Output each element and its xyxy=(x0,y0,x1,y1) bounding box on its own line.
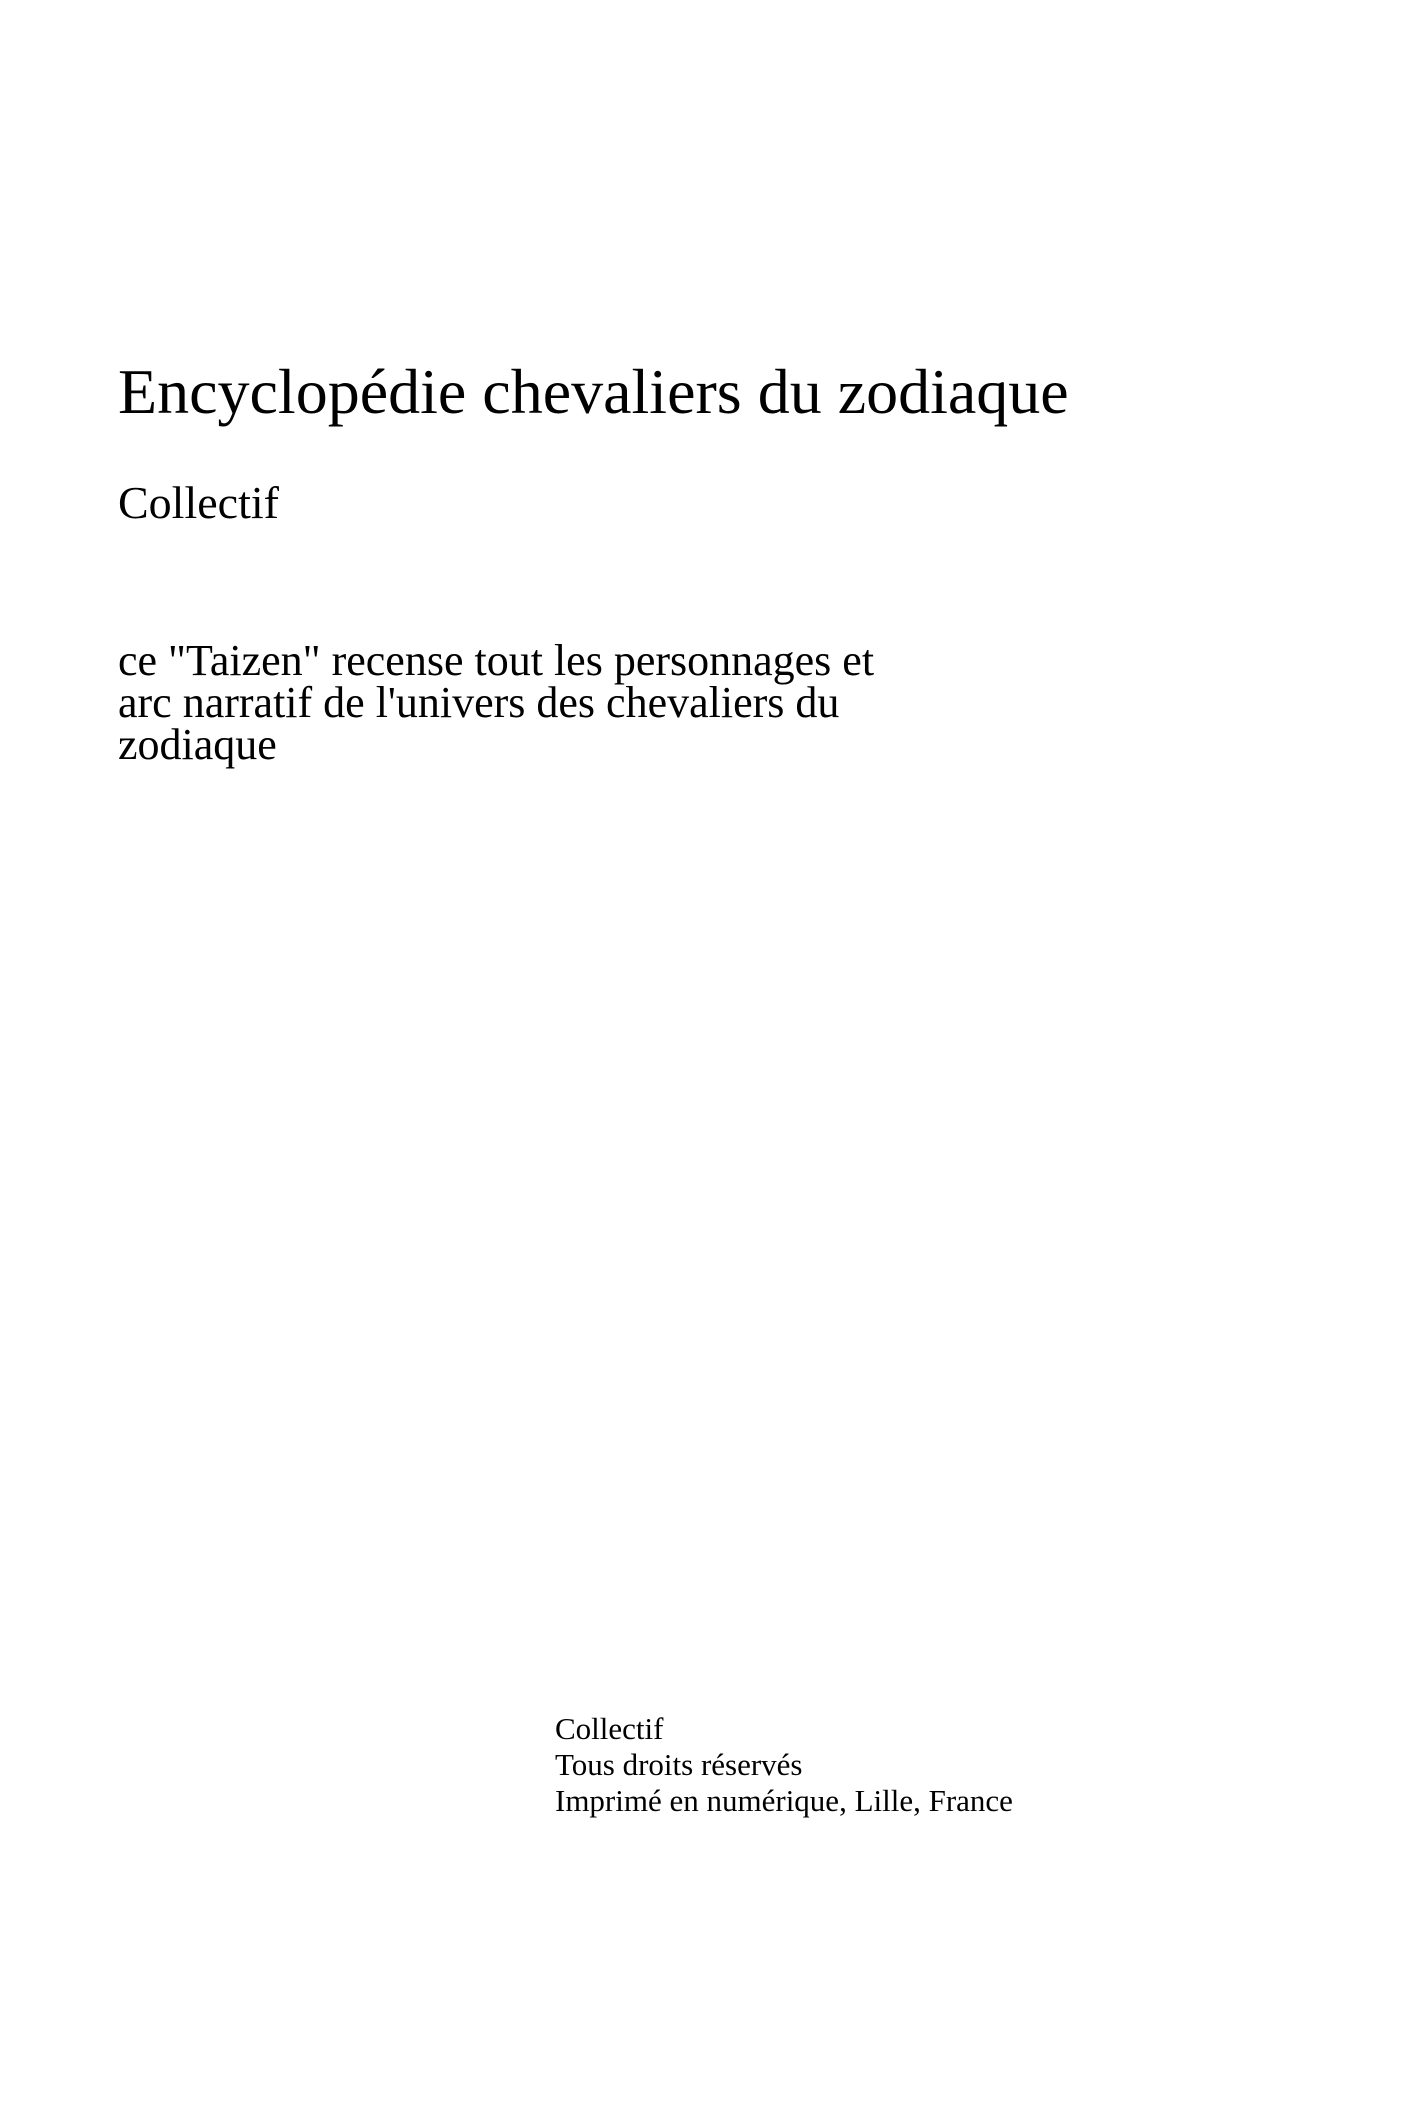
imprint-printing: Imprimé en numérique, Lille, France xyxy=(555,1783,1013,1818)
summary-line: arc narratif de l'univers des chevaliers du xyxy=(118,678,840,727)
summary-line: zodiaque xyxy=(118,720,277,769)
imprint-author: Collectif xyxy=(555,1711,664,1746)
summary-line: ce "Taizen" recense tout les personnages et xyxy=(118,636,875,685)
book-author: Collectif xyxy=(118,477,279,528)
imprint-block xyxy=(555,1711,1013,1819)
book-summary xyxy=(118,636,1048,769)
book-title: Encyclopédie chevaliers du zodiaque xyxy=(118,356,1069,427)
imprint-rights: Tous droits réservés xyxy=(555,1747,803,1782)
